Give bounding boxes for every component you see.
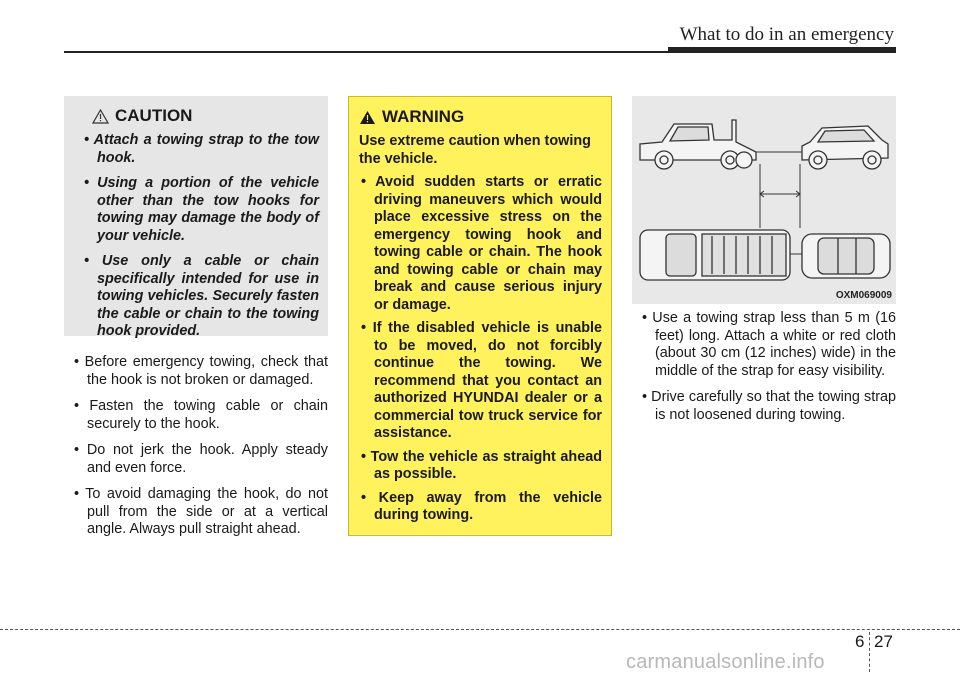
list-item: • To avoid damaging the hook, do not pull from the side or at a vertical angle. Always pull straight ahead.	[74, 486, 328, 537]
list-item: • Use a towing strap less than 5 m (16 feet) long. Attach a white or red cloth (about 30 cm (12 inches) wide) in the middle of the strap for easy visibility.	[642, 310, 896, 379]
caution-item: • Using a portion of the vehicle other than the tow hooks for towing may damage the body of your vehicle.	[84, 175, 319, 244]
suv-side-icon	[802, 126, 888, 169]
warning-box	[348, 96, 612, 536]
page-number: 27	[874, 632, 893, 651]
caution-heading	[92, 106, 319, 126]
list-item: • Do not jerk the hook. Apply steady and even force.	[74, 442, 328, 476]
towing-illustration	[632, 96, 896, 304]
warning-item: • Keep away from the vehicle during towing.	[361, 489, 602, 523]
footer-dashed-rule	[0, 629, 960, 630]
caution-box	[64, 96, 328, 339]
tow-truck-side-icon	[640, 120, 756, 169]
warning-item: • Avoid sudden starts or erratic driving maneuvers which would place excessive stress on the emergency towing hook and towing cable or chain. The hook and towing cable or chain may break and cause serious injury or damage.	[361, 174, 602, 313]
warning-intro: Use extreme caution when towing the vehicle.	[359, 133, 591, 167]
warning-heading	[359, 107, 602, 127]
warning-title: WARNING	[382, 107, 465, 126]
towing-steps-left	[64, 354, 328, 548]
suv-top-icon	[802, 234, 890, 278]
caution-list	[74, 132, 319, 341]
tow-truck-diagram	[632, 96, 896, 304]
page-chapter-number: 6	[855, 632, 865, 651]
watermark: carmanualsonline.info	[626, 651, 825, 673]
caution-item: • Use only a cable or chain specifically intended for use in towing vehicles. Securely fasten the cable or chain to the towing hook provided.	[84, 253, 319, 339]
tow-truck-top-icon	[640, 230, 790, 280]
header-accent-bar	[668, 47, 896, 53]
caution-item: • Attach a towing strap to the tow hook.	[84, 132, 319, 166]
warning-triangle-icon	[359, 110, 376, 125]
caution-title: CAUTION	[115, 106, 193, 125]
page-separator	[869, 632, 871, 672]
list-item: • Fasten the towing cable or chain securely to the hook.	[74, 398, 328, 432]
warning-item: • If the disabled vehicle is unable to be moved, do not forcibly continue the towing. We recommend that you contact an authorized HYUNDAI dealer or a commercial tow truck service for assistance.	[361, 320, 602, 441]
warning-item: • Tow the vehicle as straight ahead as possible.	[361, 448, 602, 482]
page-header-title: What to do in an emergency	[679, 24, 894, 45]
warning-list	[359, 174, 602, 525]
figure-code: OXM069009	[835, 290, 892, 301]
list-item: • Before emergency towing, check that the hook is not broken or damaged.	[74, 354, 328, 388]
list-item: • Drive carefully so that the towing strap is not loosened during towing.	[642, 389, 896, 423]
warning-triangle-icon	[92, 109, 109, 124]
towing-steps-right	[632, 310, 896, 433]
